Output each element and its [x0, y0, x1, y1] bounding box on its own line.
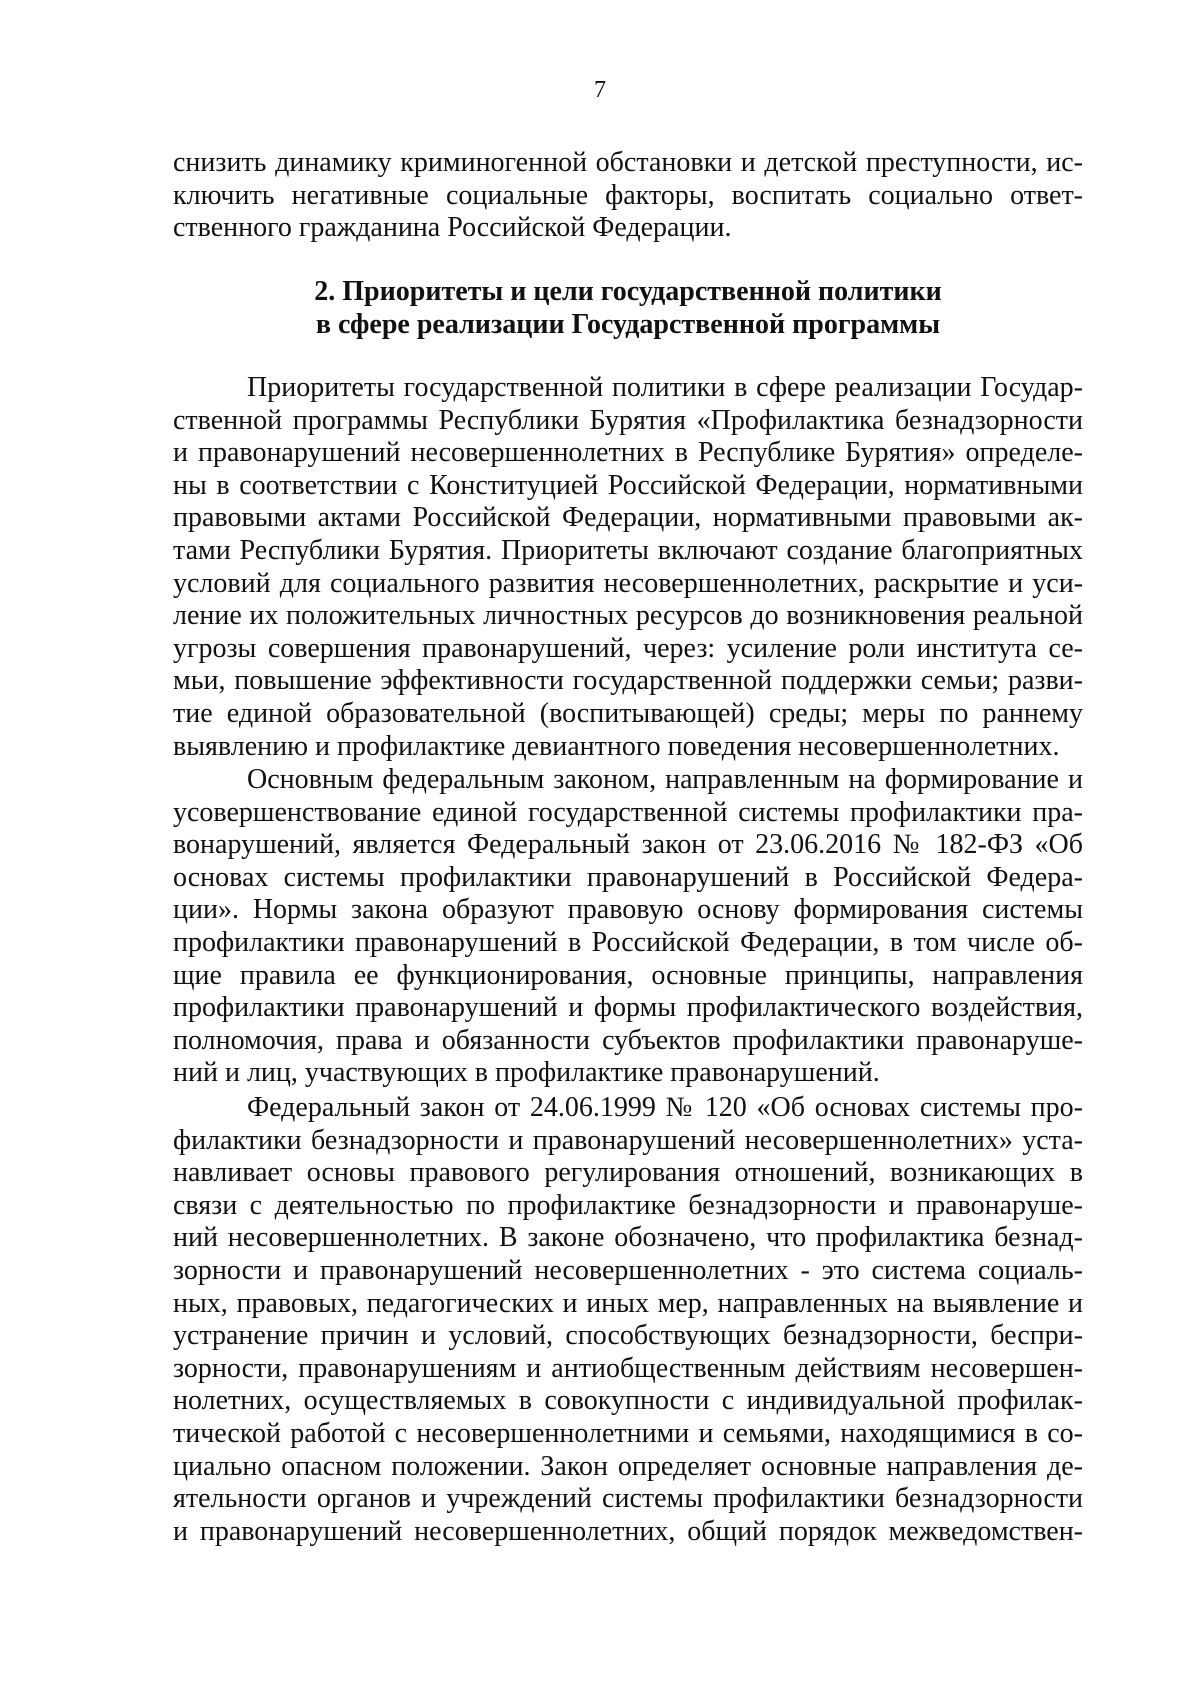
text-line: Федеральный закон от 24.06.1999 № 120 «Об основах системы про- — [247, 1092, 1083, 1123]
text-line: основах системы профилактики правонарушений в Российской Федера- — [173, 861, 1083, 893]
text-line: и правонарушений несовершеннолетних в Республике Бурятия» определе- — [173, 437, 1083, 469]
text-line: ции». Нормы закона образуют правовую основу формирования системы — [173, 894, 1083, 926]
text-line: циально опасном положении. Закон определяет основные направления де- — [173, 1450, 1083, 1482]
text-line: ственного гражданина Российской Федерации. — [173, 212, 732, 244]
text-line: ление их положительных личностных ресурсов до возникновения реальной — [173, 600, 1083, 632]
text-line: ственной программы Республики Бурятия «Профилактика безнадзорности — [173, 404, 1083, 436]
text-line: связи с деятельностью по профилактике безнадзорности и правонаруше- — [173, 1189, 1083, 1221]
section-heading — [173, 275, 1083, 341]
text-line: ний и лиц, участвующих в профилактике правонарушений. — [173, 1057, 880, 1089]
text-line: профилактики правонарушений в Российской Федерации, в том числе об- — [173, 926, 1083, 958]
text-line: и правонарушений несовершеннолетних, общий порядок межведомствен- — [173, 1515, 1083, 1547]
text-line: нолетних, осуществляемых в совокупности с индивидуальной профилак- — [173, 1385, 1083, 1417]
text-line: условий для социального развития несовершеннолетних, раскрытие и уси- — [173, 567, 1083, 599]
paragraph-priorities — [173, 372, 1083, 763]
text-line: угрозы совершения правонарушений, через: усиление роли института се- — [173, 632, 1083, 664]
text-line: устранение причин и условий, способствующих безнадзорности, беспри- — [173, 1320, 1083, 1352]
text-line: навливает основы правового регулирования отношений, возникающих в — [173, 1157, 1083, 1189]
text-line: тами Республики Бурятия. Приоритеты включают создание благоприятных — [173, 534, 1083, 566]
text-line: филактики безнадзорности и правонарушений несовершеннолетних» уста- — [173, 1124, 1083, 1156]
paragraph-law-120 — [173, 1092, 1083, 1548]
text-line: вонарушений, является Федеральный закон от 23.06.2016 № 182-ФЗ «Об — [173, 829, 1083, 861]
text-line: выявлению и профилактике девиантного поведения несовершеннолетних. — [173, 730, 1060, 762]
text-line: ятельности органов и учреждений системы профилактики безнадзорности — [173, 1483, 1083, 1515]
text-line: правовыми актами Российской Федерации, нормативными правовыми ак- — [173, 502, 1083, 534]
heading-line: 2. Приоритеты и цели государственной политики — [314, 276, 942, 307]
text-line: тической работой с несовершеннолетними и семьями, находящимися в со- — [173, 1417, 1083, 1449]
text-line: тие единой образовательной (воспитывающей) среды; меры по раннему — [173, 697, 1083, 729]
page-number: 7 — [594, 77, 606, 103]
text-line: щие правила ее функционирования, основные принципы, направления — [173, 959, 1083, 991]
text-line: ны в соответствии с Конституцией Российской Федерации, нормативными — [173, 469, 1083, 501]
text-line: полномочия, права и обязанности субъектов профилактики правонаруше- — [173, 1024, 1083, 1056]
text-line: ключить негативные социальные факторы, воспитать социально ответ- — [173, 179, 1083, 211]
text-line: зорности и правонарушений несовершеннолетних - это система социаль- — [173, 1254, 1083, 1286]
text-line: профилактики правонарушений и формы профилактического воздействия, — [173, 992, 1083, 1024]
text-line: мьи, повышение эффективности государственной поддержки семьи; разви- — [173, 665, 1083, 697]
intro-paragraph — [173, 147, 1083, 245]
text-line: ний несовершеннолетних. В законе обозначено, что профилактика безнад- — [173, 1222, 1083, 1254]
text-line: Основным федеральным законом, направленным на формирование и — [247, 764, 1083, 795]
text-line: Приоритеты государственной политики в сфере реализации Государ- — [247, 372, 1083, 403]
text-line: снизить динамику криминогенной обстановки и детской преступности, ис- — [173, 147, 1083, 178]
paragraph-law-182 — [173, 764, 1083, 1090]
text-line: зорности, правонарушениям и антиобщественным действиям несовершен- — [173, 1352, 1083, 1384]
heading-line: в сфере реализации Государственной программы — [315, 309, 941, 340]
text-line: усовершенствование единой государственной системы профилактики пра- — [173, 796, 1083, 828]
text-line: ных, правовых, педагогических и иных мер, направленных на выявление и — [173, 1287, 1083, 1319]
